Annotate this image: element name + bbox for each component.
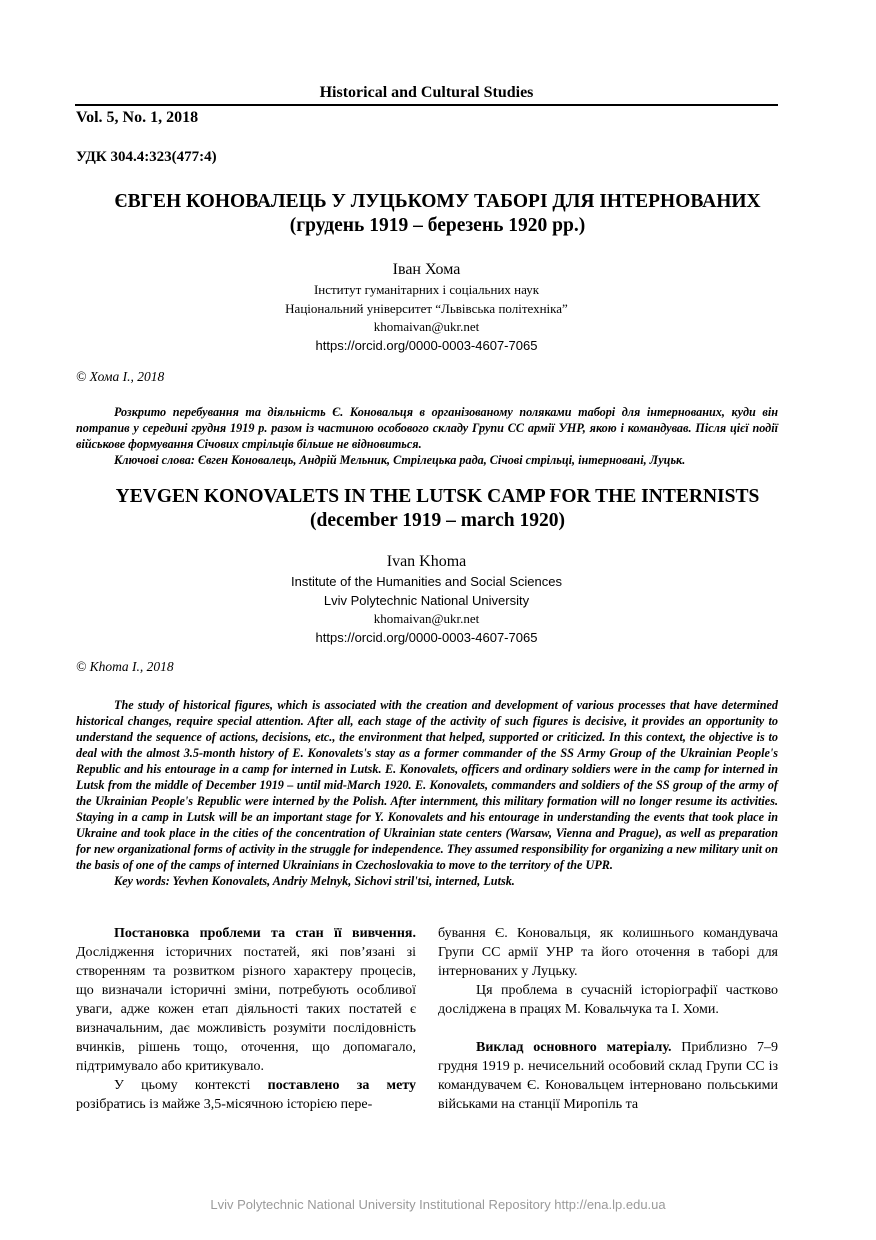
ukrainian-email: khomaivan@ukr.net — [373, 319, 480, 334]
left-paragraph-2-bold: поставлено за мету — [267, 1078, 416, 1093]
right-paragraph-3-text: Приблизно 7–9 грудня 1919 р. нечисельний особовий склад Групи СС із командувачем Є. Коновальцем інтерновано польськими військами на станції Миропіль та — [438, 1040, 778, 1112]
body-right-column — [438, 924, 778, 1114]
ukrainian-title-line1: ЄВГЕН КОНОВАЛЕЦЬ У ЛУЦЬКОМУ ТАБОРІ ДЛЯ ІНТЕРНОВАНИХ — [114, 191, 761, 212]
english-orcid: https://orcid.org/0000-0003-4607-7065 — [315, 629, 538, 645]
section-heading-problem: Постановка проблеми та стан її вивчення. — [114, 926, 416, 941]
english-abstract-text: The study of historical figures, which is associated with the creation and development of various processes that have determined historical changes, require special attention. After all, each stage of the activity of such figures is decisive, it provides an opportunity to understand the sequence of actions, decisions, etc., the environment that helped, supported or criticized. In this context, the objective is to deal with the almost 3.5-month history of E. Konovalets's stay as a former commander of the SS Army Group of the Ukrainian People's Republic and his entourage in a camp for interned in Lutsk. E. Konovalets, officers and ordinary soldiers were in the camp for interned in Lutsk from the middle of December 1919 – until mid-March 1920. E. Konovalets, commanders and soldiers of the SS group of the army of the Ukrainian People's Republic were interned by the Polish. After internment, this military formation will no longer resume its activities. Staying in a camp in Lutsk will be an important stage for Y. Konovalets and his entourage in understanding the events that took place in Ukraine and took place in the cities of the concentration of Ukrainian state centers (Warsaw, Vienna and Prague), as well as preparation for new organizational forms of activity in the struggle for independence. They assumed responsibility for organizing a new military unit on the basis of one of the camps of interned Ukrainians in Czechoslovakia to move to the territory of the UPR. — [76, 698, 778, 872]
paragraph-gap — [438, 1019, 778, 1038]
right-paragraph-3 — [438, 1038, 778, 1114]
english-author: Ivan Khoma — [386, 553, 467, 570]
ukrainian-title — [75, 190, 800, 238]
ukrainian-abstract-text: Розкрито перебування та діяльність Є. Коновальця в організованому поляками таборі для інтернованих, куди він потрапив у середині грудня 1919 р. разом із частиною особового складу Групи СС армії УНР, якою і командував. Після цієї події військове формування Січових стрільців більше не відновиться. — [76, 405, 778, 451]
left-paragraph-2-end: розібратись із майже 3,5-місячною історією пере- — [76, 1097, 373, 1112]
ukrainian-title-line2: (грудень 1919 – березень 1920 рр.) — [289, 215, 586, 236]
english-title-line1: YEVGEN KONOVALETS IN THE LUTSK CAMP FOR THE INTERNISTS — [115, 486, 760, 507]
ukrainian-affiliation-2: Національний університет “Львівська політехніка” — [285, 300, 568, 316]
ukrainian-author-block — [75, 259, 778, 355]
right-paragraph-2: Ця проблема в сучасній історіографії частково досліджена в працях М. Ковальчука та І. Хоми. — [438, 983, 778, 1017]
english-title — [75, 485, 800, 533]
ukrainian-abstract — [76, 404, 778, 468]
right-paragraph-1: бування Є. Коновальця, як колишнього командувача Групи СС армії УНР та його оточення в таборі для інтернованих у Луцьку. — [438, 926, 778, 979]
english-affiliation-2: Lviv Polytechnic National University — [323, 592, 530, 608]
english-copyright: © Khoma I., 2018 — [76, 659, 174, 674]
repository-footer: Lviv Polytechnic National University Institutional Repository http://ena.lp.edu.ua — [210, 1197, 666, 1212]
english-keywords: Key words: Yevhen Konovalets, Andriy Melnyk, Sichovi stril'tsi, interned, Lutsk. — [114, 874, 515, 888]
left-paragraph-2 — [76, 1076, 416, 1114]
header-rule — [75, 104, 778, 106]
english-affiliation-1: Institute of the Humanities and Social Sciences — [291, 574, 562, 589]
english-abstract — [76, 697, 778, 889]
ukrainian-orcid: https://orcid.org/0000-0003-4607-7065 — [315, 337, 538, 353]
ukrainian-author: Іван Хома — [392, 261, 461, 278]
english-email: khomaivan@ukr.net — [373, 611, 480, 626]
english-author-block — [75, 551, 778, 647]
ukrainian-copyright: © Хома І., 2018 — [76, 369, 165, 384]
left-paragraph-1 — [76, 924, 416, 1076]
ukrainian-affiliation-1: Інститут гуманітарних і соціальних наук — [313, 282, 540, 297]
journal-title: Historical and Cultural Studies — [319, 84, 534, 101]
left-paragraph-1-text: Дослідження історичних постатей, які пов’язані зі створенням та розвитком різного характеру процесів, що визначали історичні зміни, потребують особливої уваги, адже кожен етап діяльності таких постатей є визначальним, дає можливість розуміти послідовність вчинків, рішень тощо, оточення, що допомагало, підтримувало або критикувало. — [76, 945, 416, 1074]
english-title-line2: (december 1919 – march 1920) — [310, 510, 565, 531]
volume-info: Vol. 5, No. 1, 2018 — [76, 109, 199, 126]
left-paragraph-2-start: У цьому контексті — [114, 1078, 268, 1093]
ukrainian-keywords: Ключові слова: Євген Коновалець, Андрій Мельник, Стрілецька рада, Січові стрільці, інтерновані, Луцьк. — [114, 453, 686, 467]
body-left-column — [76, 924, 416, 1114]
udk-code: УДК 304.4:323(477:4) — [76, 149, 217, 165]
section-heading-main: Виклад основного матеріалу. — [476, 1040, 672, 1055]
